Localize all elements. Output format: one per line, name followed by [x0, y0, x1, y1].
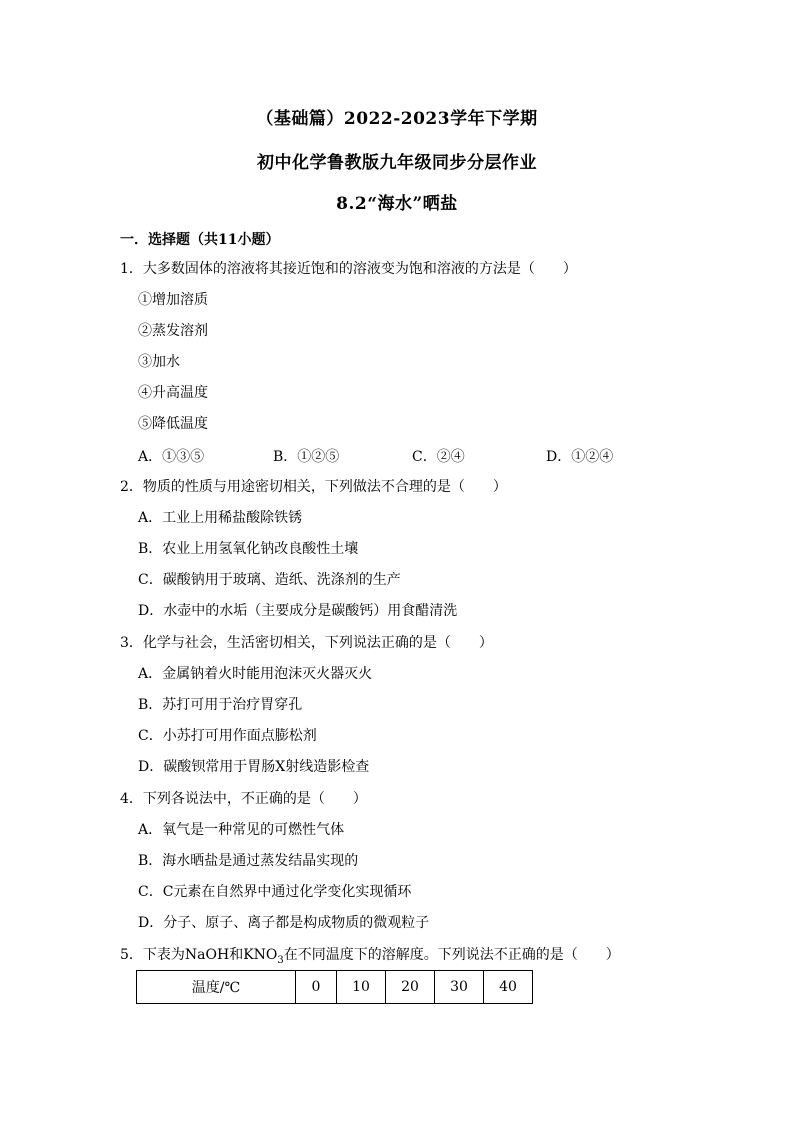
- question-4-option-b: B．海水晒盐是通过蒸发结晶实现的: [138, 853, 359, 869]
- table-header-cell: 0: [296, 971, 337, 1004]
- table-header-cell: 10: [337, 971, 386, 1004]
- solubility-table: [136, 970, 533, 1004]
- table-header-cell: 30: [435, 971, 484, 1004]
- question-5-stem-post: 在不同温度下的溶解度。下列说法不正确的是（ ）: [283, 947, 620, 963]
- question-3-stem: 3．化学与社会，生活密切相关，下列说法正确的是（ ）: [120, 635, 493, 651]
- table-header-cell: 20: [386, 971, 435, 1004]
- question-1-item: ③加水: [138, 354, 180, 370]
- question-1-choice-d: D．①②④: [546, 449, 614, 465]
- question-2-stem: 2．物质的性质与用途密切相关，下列做法不合理的是（ ）: [120, 479, 507, 495]
- question-1-item: ⑤降低温度: [138, 416, 208, 432]
- question-1-choice-b: B．①②⑤: [273, 449, 340, 465]
- document-title-line2: 初中化学鲁教版九年级同步分层作业: [257, 153, 537, 173]
- question-4-stem: 4．下列各说法中，不正确的是（ ）: [120, 791, 367, 807]
- question-2-option-c: C．碳酸钠用于玻璃、造纸、洗涤剂的生产: [138, 572, 401, 588]
- question-1-item: ①增加溶质: [138, 292, 208, 308]
- table-row: [137, 971, 533, 1004]
- table-header-cell: 温度/℃: [137, 971, 296, 1004]
- question-1-item: ④升高温度: [138, 385, 208, 401]
- question-3-option-d: D．碳酸钡常用于胃肠X射线造影检查: [138, 759, 370, 775]
- question-3-option-a: A．金属钠着火时能用泡沫灭火器灭火: [138, 666, 373, 682]
- section-heading: 一．选择题（共11小题）: [120, 232, 280, 248]
- question-2-option-d: D．水壶中的水垢（主要成分是碳酸钙）用食醋清洗: [138, 603, 458, 619]
- question-3-option-b: B．苏打可用于治疗胃穿孔: [138, 697, 303, 713]
- question-4-option-d: D．分子、原子、离子都是构成物质的微观粒子: [138, 915, 430, 931]
- question-4-option-c: C．C元素在自然界中通过化学变化实现循环: [138, 884, 412, 900]
- question-1-choice-a: A．①③⑤: [138, 449, 205, 465]
- question-4-option-a: A．氧气是一种常见的可燃性气体: [138, 822, 345, 838]
- question-2-option-a: A．工业上用稀盐酸除铁锈: [138, 510, 303, 526]
- question-5-stem-pre: 5．下表为NaOH和KNO: [120, 947, 278, 963]
- question-5-stem: [120, 946, 620, 970]
- question-1-item: ②蒸发溶剂: [138, 323, 208, 339]
- table-header-cell: 40: [484, 971, 533, 1004]
- question-3-option-c: C．小苏打可用作面点膨松剂: [138, 728, 317, 744]
- question-5-stem-subscript: 3: [277, 954, 284, 966]
- document-title-line3: 8.2“海水”晒盐: [336, 194, 458, 214]
- question-1-choice-c: C．②④: [412, 449, 465, 465]
- question-1-stem: 1．大多数固体的溶液将其接近饱和的溶液变为饱和溶液的方法是（ ）: [120, 261, 577, 277]
- document-title-line1: （基础篇）2022-2023学年下学期: [256, 109, 538, 129]
- question-2-option-b: B．农业上用氢氧化钠改良酸性土壤: [138, 541, 359, 557]
